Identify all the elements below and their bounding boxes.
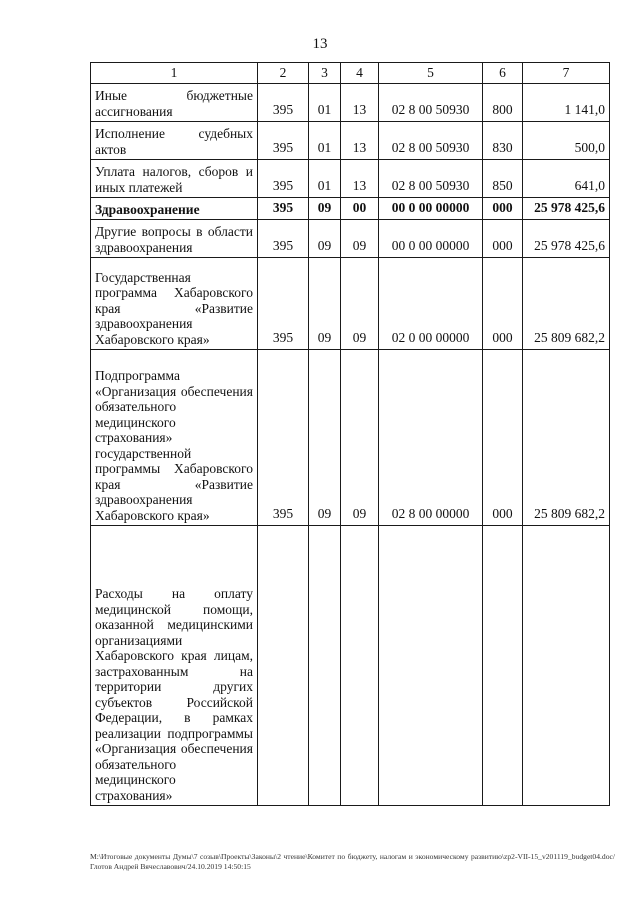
row-value-cell: 02 0 00 00000 (379, 258, 483, 350)
row-name-cell: Государственная программа Хабаровского края «Развитие здравоохранения Хабаровского края» (91, 258, 258, 350)
row-value-cell: 13 (341, 84, 379, 122)
table-row (91, 84, 610, 122)
page-number: 13 (312, 36, 328, 52)
row-value-cell: 830 (483, 122, 523, 160)
row-value-cell: 02 8 00 50930 (379, 84, 483, 122)
row-value-cell: 25 809 682,2 (523, 350, 610, 526)
table-row (91, 350, 610, 526)
row-value-cell (483, 526, 523, 806)
table-row (91, 122, 610, 160)
column-header: 6 (483, 63, 523, 84)
row-value-cell: 25 978 425,6 (523, 220, 610, 258)
row-value-cell: 01 (309, 122, 341, 160)
row-value-cell: 800 (483, 84, 523, 122)
row-value-cell: 13 (341, 160, 379, 198)
row-value-cell (258, 526, 309, 806)
budget-table (90, 62, 610, 806)
row-value-cell: 500,0 (523, 122, 610, 160)
row-name-cell: Расходы на оплату медицинской помощи, оказанной медицинскими организациями Хабаровского края лицам, застрахованным на территории других субъектов Российской Федерации, в рамках реализации подпрограммы «Организация обеспечения обязательного медицинского страхования» (91, 526, 258, 806)
row-value-cell: 395 (258, 220, 309, 258)
row-value-cell: 25 978 425,6 (523, 198, 610, 220)
row-name-cell: Уплата налогов, сборов и иных платежей (91, 160, 258, 198)
table-row (91, 198, 610, 220)
column-header: 7 (523, 63, 610, 84)
table-row (91, 160, 610, 198)
row-value-cell: 09 (341, 220, 379, 258)
row-value-cell: 000 (483, 350, 523, 526)
row-value-cell: 13 (341, 122, 379, 160)
row-value-cell: 395 (258, 122, 309, 160)
row-value-cell: 641,0 (523, 160, 610, 198)
row-value-cell (379, 526, 483, 806)
row-value-cell: 395 (258, 350, 309, 526)
row-value-cell: 000 (483, 220, 523, 258)
row-value-cell: 01 (309, 84, 341, 122)
column-header: 2 (258, 63, 309, 84)
row-value-cell: 395 (258, 84, 309, 122)
row-value-cell: 09 (341, 258, 379, 350)
row-value-cell: 000 (483, 198, 523, 220)
row-name-cell: Здравоохранение (91, 198, 258, 220)
table-row (91, 258, 610, 350)
row-name-cell: Другие вопросы в области здравоохранения (91, 220, 258, 258)
column-header: 3 (309, 63, 341, 84)
table-row (91, 220, 610, 258)
row-value-cell: 000 (483, 258, 523, 350)
row-value-cell (309, 526, 341, 806)
row-value-cell: 00 (341, 198, 379, 220)
row-value-cell: 00 0 00 00000 (379, 220, 483, 258)
row-value-cell: 09 (309, 350, 341, 526)
table-row (91, 526, 610, 806)
document-path-footer: M:\Итоговые документы Думы\7 созыв\Проекты\Законы\2 чтение\Комитет по бюджету, налогам и экономическому развитию\zp2-VII-15_v201119_budget04.doc/ Глотов Андрей Вячеславович/24.10.2019 14:50:15 (90, 852, 615, 871)
row-value-cell: 02 8 00 00000 (379, 350, 483, 526)
column-header: 5 (379, 63, 483, 84)
row-value-cell (341, 526, 379, 806)
row-value-cell: 09 (309, 258, 341, 350)
row-name-cell: Подпрограмма «Организация обеспечения обязательного медицинского страхования» государственной программы Хабаровского края «Развитие здравоохранения Хабаровского края» (91, 350, 258, 526)
row-value-cell: 00 0 00 00000 (379, 198, 483, 220)
row-value-cell: 01 (309, 160, 341, 198)
table-header-row (91, 63, 610, 84)
row-value-cell: 02 8 00 50930 (379, 160, 483, 198)
row-value-cell: 850 (483, 160, 523, 198)
row-value-cell: 09 (341, 350, 379, 526)
row-value-cell: 1 141,0 (523, 84, 610, 122)
row-value-cell: 02 8 00 50930 (379, 122, 483, 160)
row-value-cell: 09 (309, 220, 341, 258)
column-header: 4 (341, 63, 379, 84)
row-value-cell: 09 (309, 198, 341, 220)
row-value-cell: 395 (258, 160, 309, 198)
row-name-cell: Исполнение судебных актов (91, 122, 258, 160)
row-value-cell (523, 526, 610, 806)
row-value-cell: 395 (258, 198, 309, 220)
row-name-cell: Иные бюджетные ассигнования (91, 84, 258, 122)
row-value-cell: 25 809 682,2 (523, 258, 610, 350)
column-header: 1 (91, 63, 258, 84)
row-value-cell: 395 (258, 258, 309, 350)
